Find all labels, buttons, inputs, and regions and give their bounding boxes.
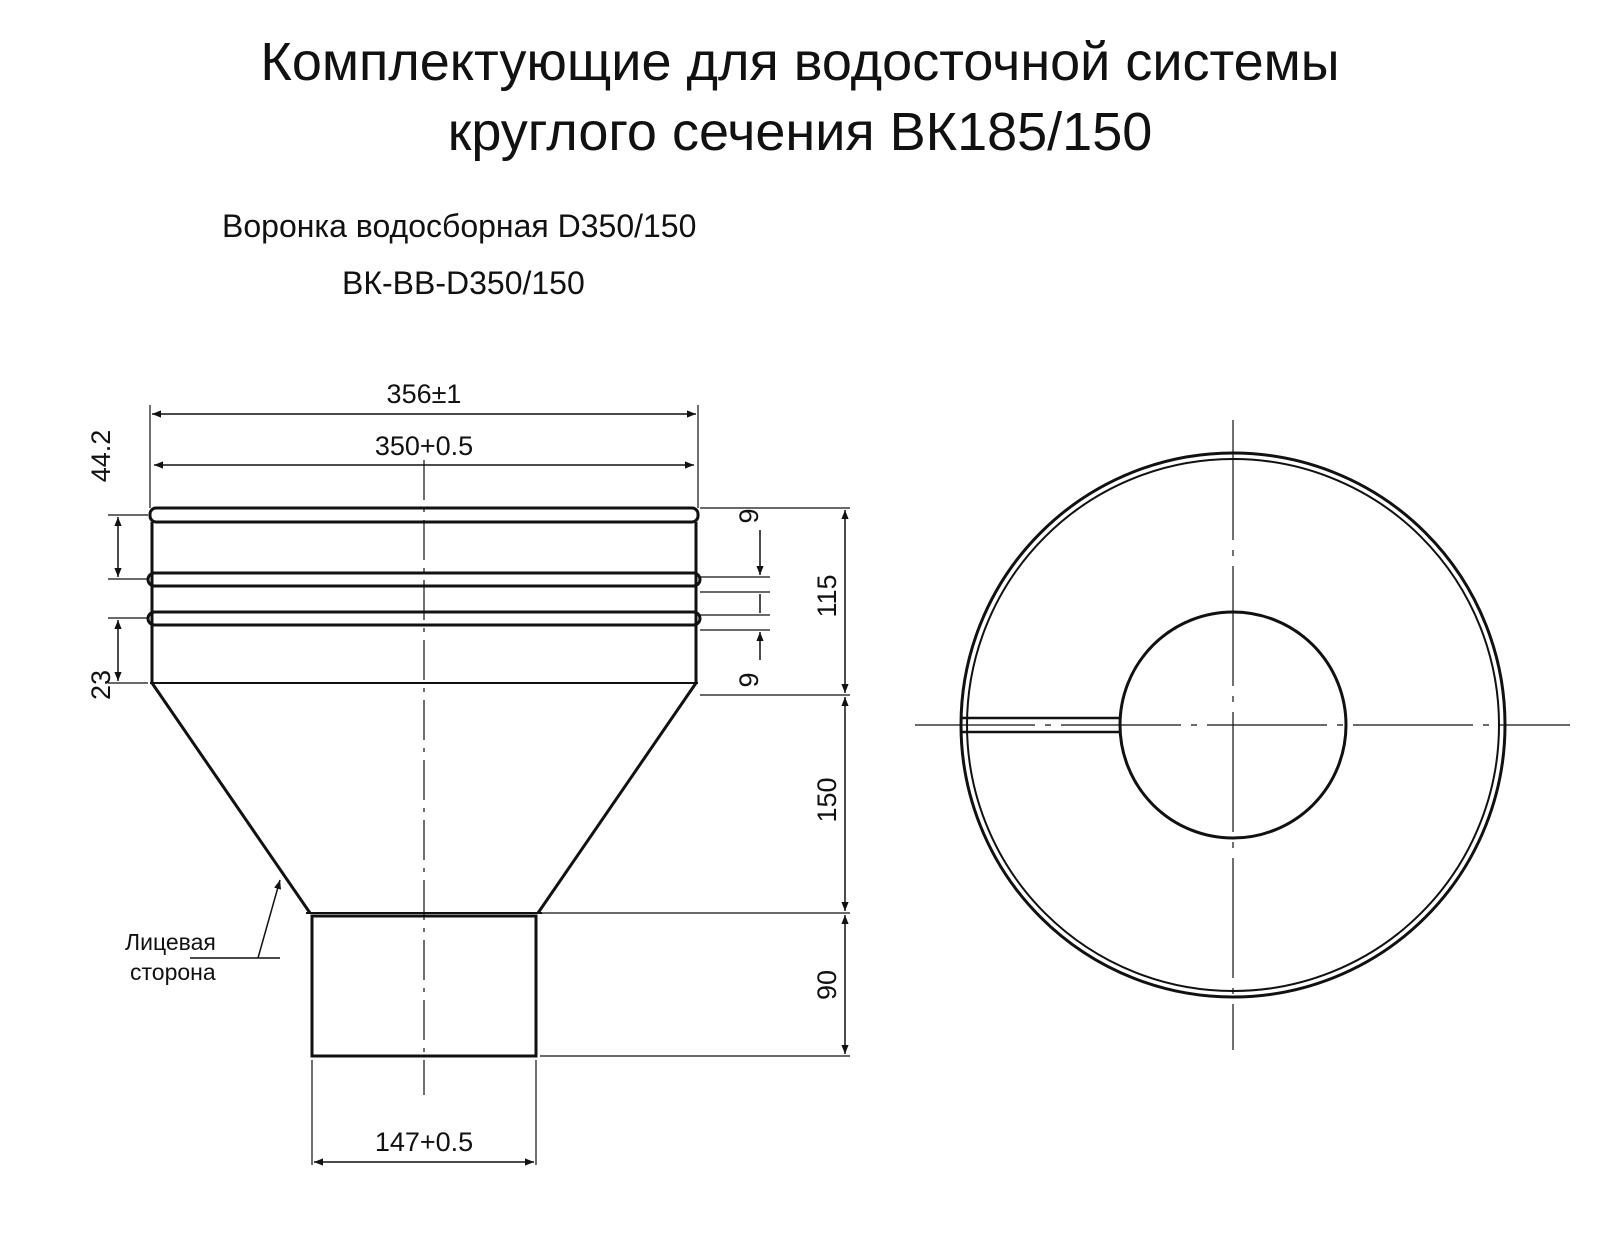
dim-inner-width: 350+0.5 [374,431,474,461]
top-view [915,420,1570,1050]
dim-collar-height: 115 [812,574,842,618]
face-side-label-line2: сторона [130,959,216,985]
side-view [148,460,700,1095]
dim-groove-top: 9 [734,508,764,524]
cone-left-edge [152,683,310,913]
product-code: ВК-ВВ-D350/150 [342,265,585,301]
title-line-2: круглого сечения ВК185/150 [447,102,1153,162]
dim-outlet-height: 90 [812,969,842,1001]
dim-outer-width: 356±1 [386,379,462,409]
cone-right-edge [538,683,696,913]
dim-cone-height: 150 [812,777,842,823]
dim-upper-offset: 44.2 [86,429,116,483]
dim-lower-offset: 23 [86,669,116,701]
dim-outlet-width: 147+0.5 [374,1127,474,1157]
dim-groove-bottom: 9 [734,672,764,688]
product-name: Воронка водосборная D350/150 [222,208,697,244]
dimension-lines [118,414,845,1162]
face-side-label-line1: Лицевая [125,929,216,955]
title-line-1: Комплектующие для водосточной системы [260,32,1340,92]
